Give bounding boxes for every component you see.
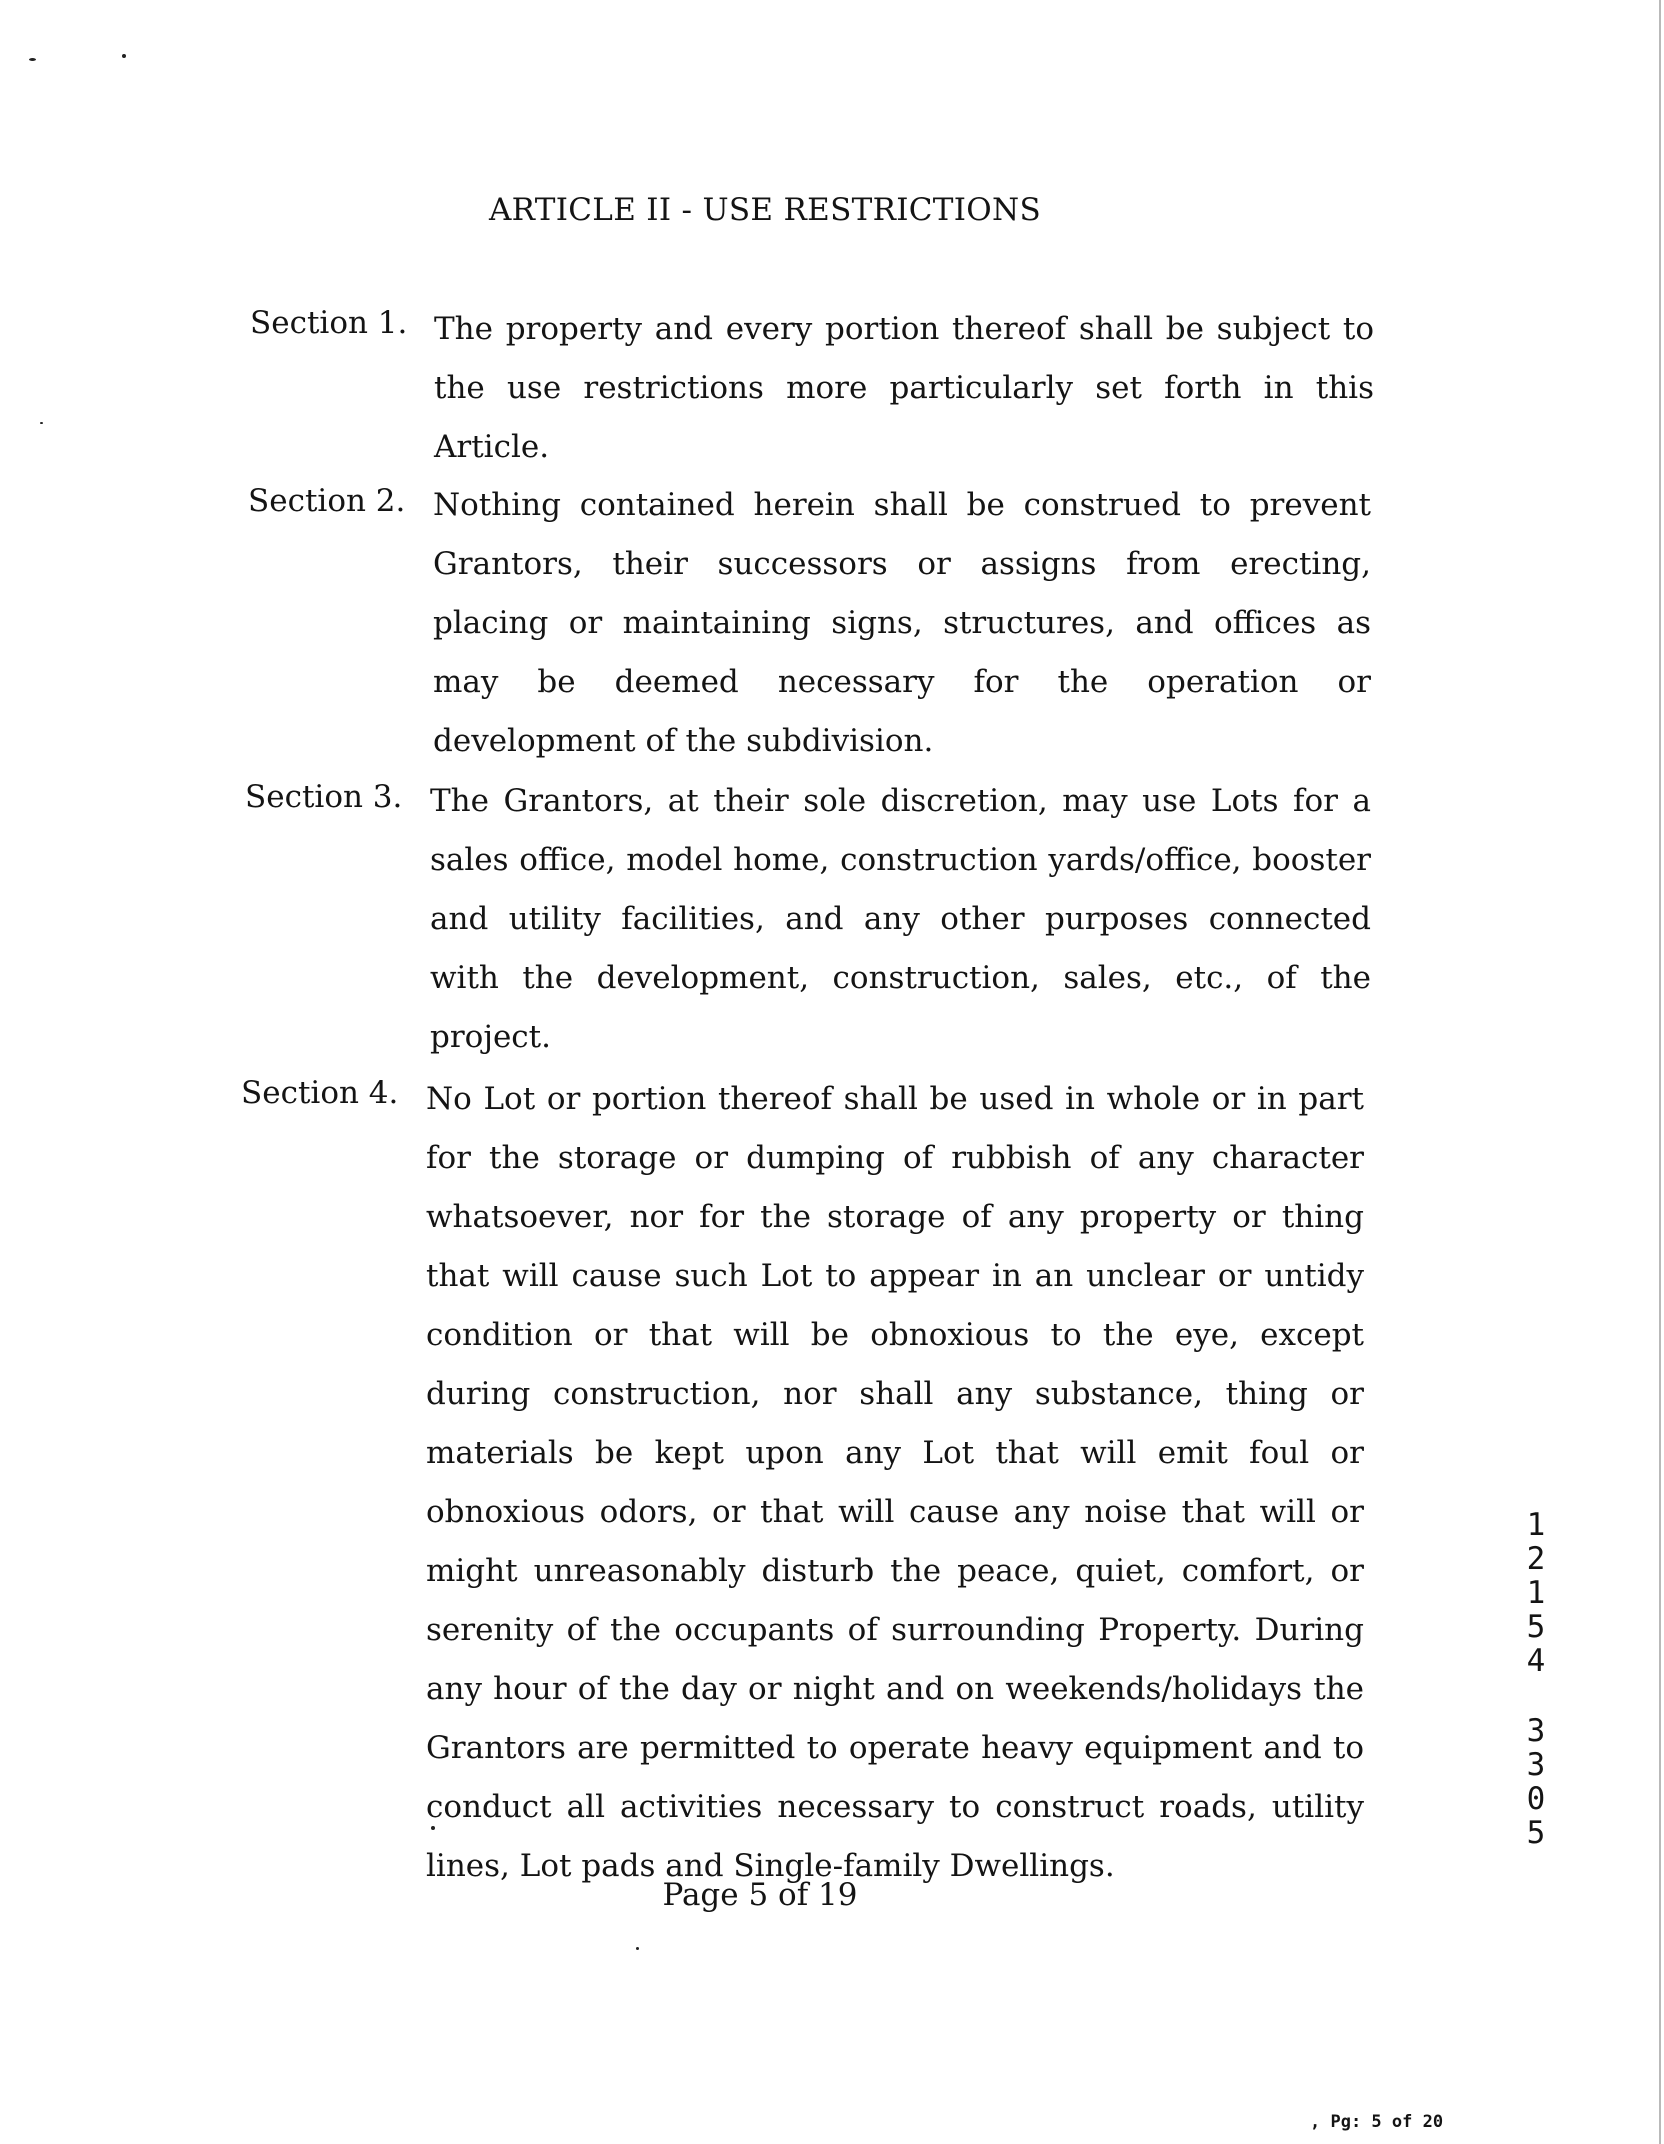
section-3-text: The Grantors, at their sole discretion, may use Lots for a sales office, model home, construction yards/office, booster and utility facilities, and any other purposes connected with the development, construction, sales, etc., of the project. [430,783,1371,1055]
stamp-digit: 5 [1526,1609,1546,1645]
section-2-text: Nothing contained herein shall be construed to prevent Grantors, their successors or assigns from erecting, placing or maintaining signs, structures, and offices as may be deemed necessary for the operation or development of the subdivision. [433,487,1371,759]
scan-edge-line [1659,0,1661,2144]
stamp-digit: 1 [1526,1507,1546,1543]
scan-speck [29,58,36,61]
recording-stamp-number [1522,1508,1550,1850]
section-4-text: No Lot or portion thereof shall be used in whole or in part for the storage or dumping of rubbish of any character whatsoever, nor for the storage of any property or thing that will cause such Lot to appear in an unclear or untidy condition or that will be obnoxious to the eye, except during construction, nor shall any substance, thing or materials be kept upon any Lot that will emit foul or obnoxious odors, or that will cause any noise that will or might unreasonably disturb the peace, quiet, comfort, or serenity of the occupants of surrounding Property. During any hour of the day or night and on weekends/holidays the Grantors are permitted to operate heavy equipment and to conduct all activities necessary to construct roads, utility lines, Lot pads and Single-family Dwellings. [426,1081,1364,1884]
scan-speck [636,1947,639,1950]
stamp-digit: 0 [1526,1781,1546,1817]
stamp-digit: 1 [1526,1575,1546,1611]
section-1-text: The property and every portion thereof shall be subject to the use restrictions more particularly set forth in this Article. [434,311,1374,465]
stamp-digit: 2 [1526,1541,1546,1577]
stamp-gap [1522,1678,1550,1714]
stamp-digit: 3 [1526,1747,1546,1783]
section-4-label: Section 4. [241,1075,399,1111]
stamp-digit: 3 [1526,1713,1546,1749]
scan-speck [122,54,126,58]
section-1-label: Section 1. [250,305,408,341]
stamp-digit: 4 [1526,1643,1546,1679]
page-number: Page 5 of 19 [662,1877,858,1913]
scan-speck [40,422,43,424]
article-title: ARTICLE II - USE RESTRICTIONS [488,192,1041,228]
footer-page-count: , Pg: 5 of 20 [1310,2112,1444,2132]
section-2-label: Section 2. [248,483,406,519]
section-3-label: Section 3. [245,779,403,815]
stamp-digit: 5 [1526,1815,1546,1851]
